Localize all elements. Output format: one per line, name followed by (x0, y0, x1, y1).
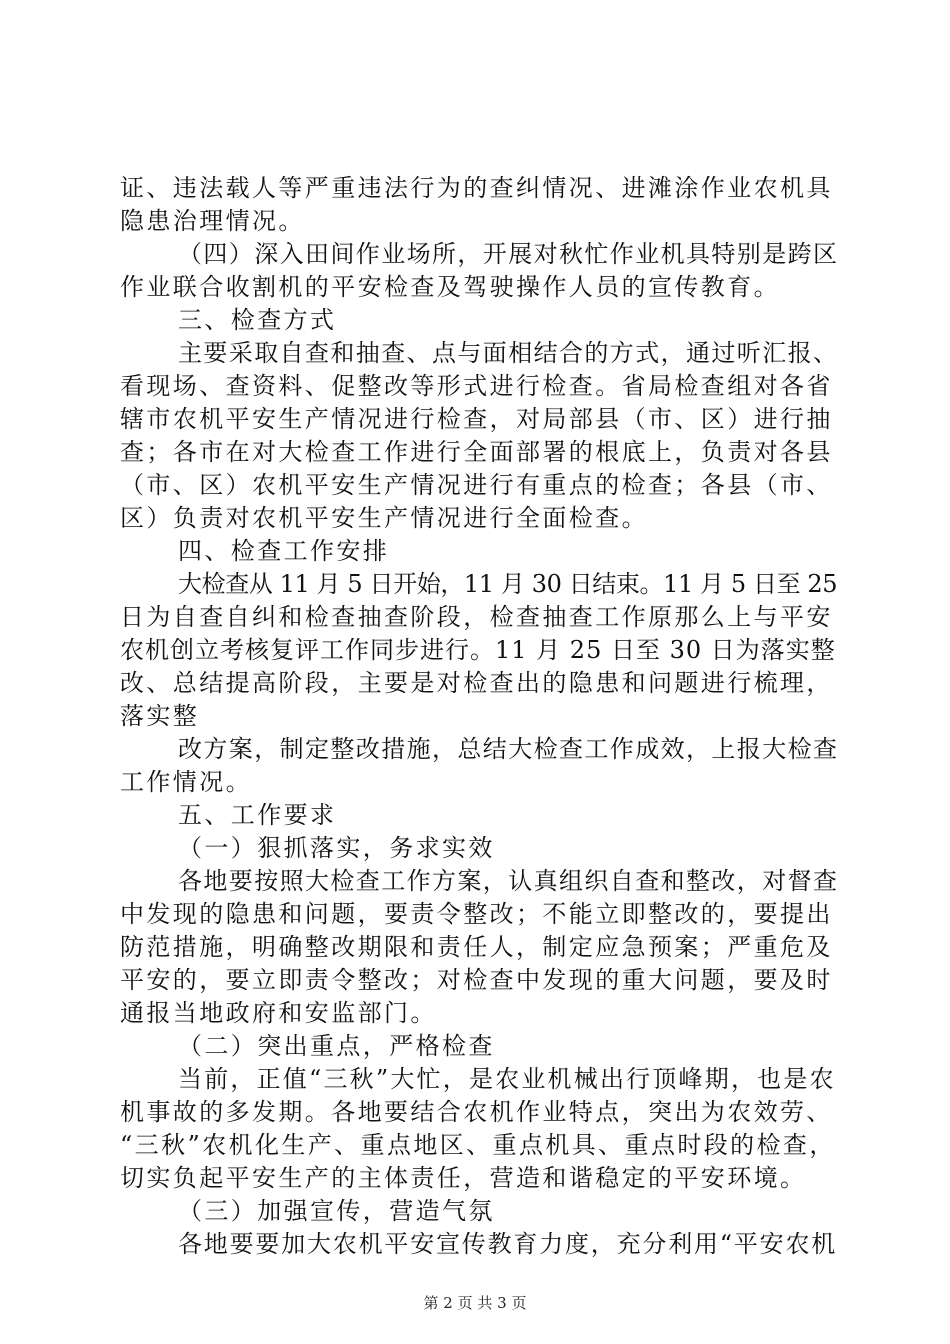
section-heading: 五、工作要求 (178, 801, 337, 829)
text-line: 隐患治理情况。 (120, 207, 305, 235)
text-line: 证、违法载人等严重违法行为的查纠情况、进滩涂作业农机具 (120, 174, 833, 202)
text-line: 日为自查自纠和检查抽查阶段，检查抽查工作原那么上与平安 (120, 603, 833, 631)
section-heading: 三、检查方式 (178, 306, 337, 334)
text-line: 通报当地政府和安监部门。 (120, 999, 437, 1027)
text-line: 切实负起平安生产的主体责任，营造和谐稳定的平安环境。 (120, 1164, 807, 1192)
text-line: “三秋”农机化生产、重点地区、重点机具、重点时段的检查， (120, 1131, 836, 1159)
text-line: 改方案，制定整改措施，总结大检查工作成效，上报大检查 (178, 735, 839, 763)
text-line: 区）负责对农机平安生产情况进行全面检查。 (120, 504, 648, 532)
text-line: 平安的，要立即责令整改；对检查中发现的重大问题，要及时 (120, 966, 833, 994)
text-line: 防范措施，明确整改期限和责任人，制定应急预案；严重危及 (120, 933, 833, 961)
text-line: 查；各市在对大检查工作进行全面部署的根底上，负责对各县 (120, 438, 833, 466)
text-line: 辖市农机平安生产情况进行检查，对局部县（市、区）进行抽 (120, 405, 833, 433)
text-line: 工作情况。 (120, 768, 252, 796)
text-line: 中发现的隐患和问题，要责令整改；不能立即整改的，要提出 (120, 900, 833, 928)
text-line: 大检查从 11 月 5 日开始，11 月 30 日结束。11 月 5 日至 25 (178, 570, 838, 598)
text-line: （四）深入田间作业场所，开展对秋忙作业机具特别是跨区 (178, 240, 839, 268)
text-line: 改、总结提高阶段，主要是对检查出的隐患和问题进行梳理， (120, 669, 833, 697)
text-line: 作业联合收割机的平安检查及驾驶操作人员的宣传教育。 (120, 273, 780, 301)
text-line: 落实整 (120, 702, 200, 730)
subsection-heading: （一）狠抓落实，务求实效 (178, 834, 495, 862)
text-line: 各地要要加大农机平安宣传教育力度，充分利用“平安农机 (178, 1230, 838, 1258)
text-line: 各地要按照大检查工作方案，认真组织自查和整改，对督查 (178, 867, 839, 895)
text-line: 机事故的多发期。各地要结合农机作业特点，突出为农效劳、 (120, 1098, 833, 1126)
section-heading: 四、检查工作安排 (178, 537, 390, 565)
text-line: 农机创立考核复评工作同步进行。11 月 25 日至 30 日为落实整 (120, 636, 836, 664)
subsection-heading: （二）突出重点，严格检查 (178, 1032, 495, 1060)
subsection-heading: （三）加强宣传，营造气氛 (178, 1197, 495, 1225)
page-number-footer: 第 2 页 共 3 页 (423, 1294, 527, 1312)
text-line: （市、区）农机平安生产情况进行有重点的检查；各县（市、 (120, 471, 833, 499)
text-line: 看现场、查资料、促整改等形式进行检查。省局检查组对各省 (120, 372, 833, 400)
text-line: 当前，正值“三秋”大忙，是农业机械出行顶峰期，也是农 (178, 1065, 836, 1093)
text-line: 主要采取自查和抽查、点与面相结合的方式，通过听汇报、 (178, 339, 839, 367)
